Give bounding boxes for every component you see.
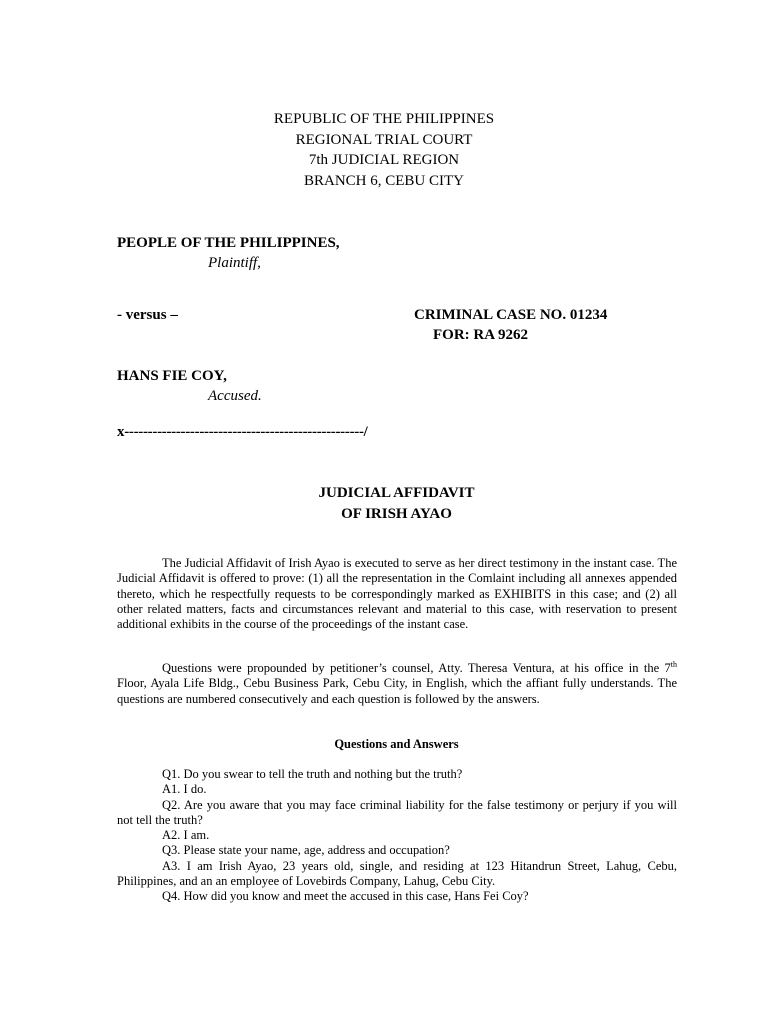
plaintiff-role: Plaintiff, <box>208 255 261 271</box>
court-header <box>0 109 768 191</box>
title-line-2: OF IRISH AYAO <box>341 505 452 522</box>
versus-label: - versus – <box>117 307 178 323</box>
qa-heading: Questions and Answers <box>334 737 459 751</box>
questions-paragraph <box>117 661 677 707</box>
questions-paragraph-part-2: Floor, Ayala Life Bldg., Cebu Business Park, Cebu City, in English, which the affiant fully understands. The questions are numbered consecutively and each question is followed by the answers. <box>117 676 677 706</box>
intro-paragraph: The Judicial Affidavit of Irish Ayao is executed to serve as her direct testimony in the instant case. The Judicial Affidavit is offered to prove: (1) all the representation in the Comlaint including all annexes appended thereto, which he respectfully requests to be correspondingly marked as EXHIBITS in this case; and (2) all other related matters, facts and circumstances relevant and material to this case, with reservation to present additional exhibits in the course of the proceedings of the instant case. <box>117 556 677 632</box>
caption-separator: x---------------------------------------------------/ <box>117 424 368 440</box>
header-region: 7th JUDICIAL REGION <box>308 152 460 168</box>
qa-list <box>117 767 677 905</box>
qa-line-a1: A1. I do. <box>162 782 207 797</box>
header-republic: REPUBLIC OF THE PHILIPPINES <box>273 111 495 127</box>
qa-line-a3: A3. I am Irish Ayao, 23 years old, single, and residing at 123 Hitandrun Street, Lahug, Cebu, Philippines, and an an employee of Lovebirds Company, Lahug, Cebu City. <box>117 858 677 889</box>
header-branch: BRANCH 6, CEBU CITY <box>303 172 464 189</box>
accused-name: HANS FIE COY, <box>117 368 227 384</box>
qa-line-q1: Q1. Do you swear to tell the truth and nothing but the truth? <box>162 767 463 781</box>
qa-line-q2: Q2. Are you aware that you may face criminal liability for the false testimony or perjury if you will not tell the truth? <box>117 797 677 827</box>
ordinal-superscript: th <box>670 659 677 669</box>
qa-line-q4: Q4. How did you know and meet the accused in this case, Hans Fei Coy? <box>162 889 529 904</box>
qa-line-a2: A2. I am. <box>162 828 210 843</box>
accused-role: Accused. <box>208 388 262 404</box>
case-for: FOR: RA 9262 <box>433 327 528 343</box>
plaintiff-name: PEOPLE OF THE PHILIPPINES, <box>117 235 340 251</box>
header-court: REGIONAL TRIAL COURT <box>295 131 473 148</box>
qa-line-q3: Q3. Please state your name, age, address and occupation? <box>162 843 450 858</box>
document-title <box>0 483 768 524</box>
case-number: CRIMINAL CASE NO. 01234 <box>414 307 608 323</box>
questions-paragraph-part-1: Questions were propounded by petitioner’s counsel, Atty. Theresa Ventura, at his office in the 7 <box>162 661 671 675</box>
title-line-1: JUDICIAL AFFIDAVIT <box>318 485 475 501</box>
